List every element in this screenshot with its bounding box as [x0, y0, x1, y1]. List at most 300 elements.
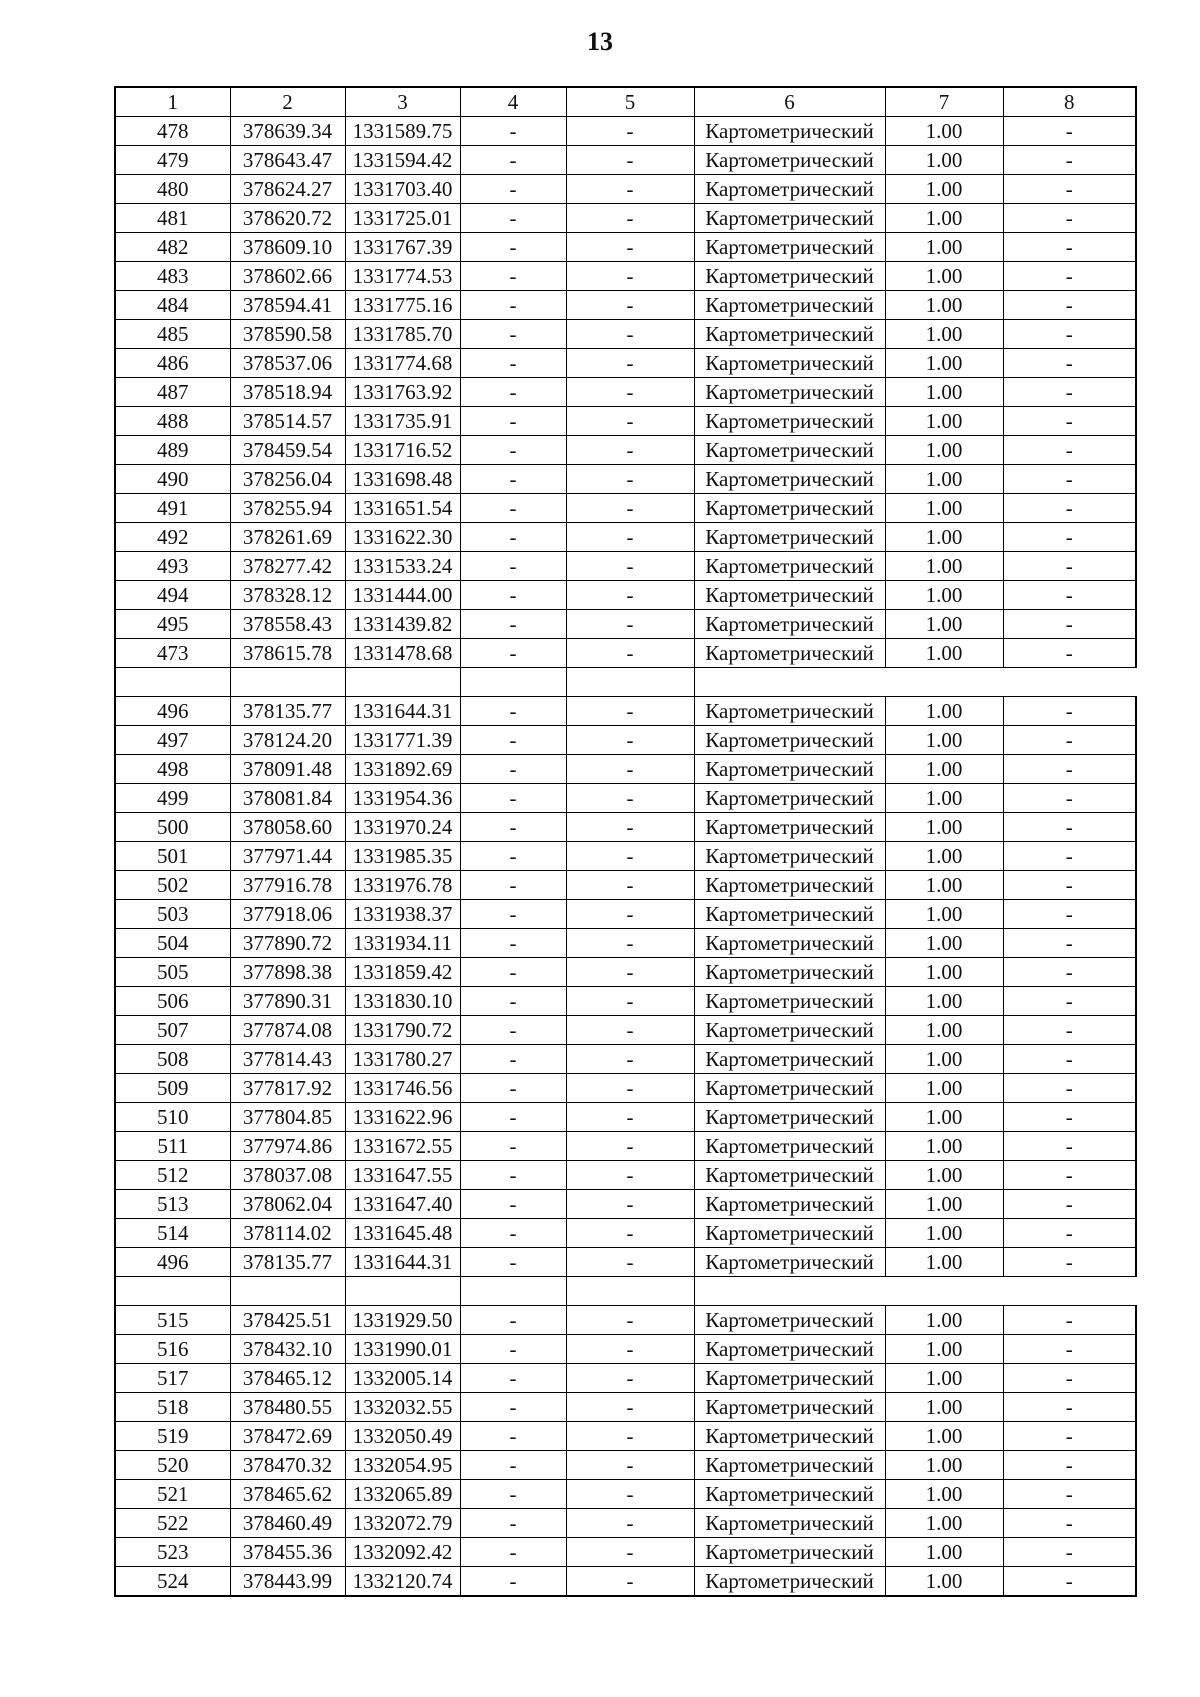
cell-accuracy: 1.00: [885, 1132, 1003, 1161]
cell-col-8: -: [1003, 1306, 1136, 1335]
cell-coord-x: 378058.60: [230, 813, 345, 842]
cell-method: Картометрический: [694, 291, 885, 320]
cell-accuracy: 1.00: [885, 320, 1003, 349]
cell-col-4: -: [460, 610, 566, 639]
cell-point-number: 488: [115, 407, 230, 436]
cell-accuracy: 1.00: [885, 726, 1003, 755]
cell-coord-y: 1331478.68: [345, 639, 460, 668]
empty-cell: [115, 668, 230, 697]
cell-coord-x: 378602.66: [230, 262, 345, 291]
cell-coord-x: 378255.94: [230, 494, 345, 523]
cell-accuracy: 1.00: [885, 958, 1003, 987]
cell-accuracy: 1.00: [885, 581, 1003, 610]
cell-col-5: -: [566, 1074, 694, 1103]
cell-coord-y: 1332120.74: [345, 1567, 460, 1597]
cell-accuracy: 1.00: [885, 146, 1003, 175]
cell-coord-x: 378328.12: [230, 581, 345, 610]
cell-accuracy: 1.00: [885, 1364, 1003, 1393]
cell-method: Картометрический: [694, 900, 885, 929]
cell-col-8: -: [1003, 726, 1136, 755]
cell-method: Картометрический: [694, 1190, 885, 1219]
cell-point-number: 500: [115, 813, 230, 842]
cell-point-number: 491: [115, 494, 230, 523]
cell-method: Картометрический: [694, 320, 885, 349]
cell-coord-y: 1332065.89: [345, 1480, 460, 1509]
cell-col-4: -: [460, 929, 566, 958]
cell-method: Картометрический: [694, 204, 885, 233]
cell-point-number: 507: [115, 1016, 230, 1045]
cell-coord-y: 1331775.16: [345, 291, 460, 320]
cell-coord-y: 1331716.52: [345, 436, 460, 465]
cell-point-number: 478: [115, 117, 230, 146]
cell-method: Картометрический: [694, 494, 885, 523]
cell-point-number: 483: [115, 262, 230, 291]
cell-accuracy: 1.00: [885, 1480, 1003, 1509]
cell-col-8: -: [1003, 639, 1136, 668]
table-row: [115, 813, 1136, 842]
cell-method: Картометрический: [694, 262, 885, 291]
cell-col-5: -: [566, 726, 694, 755]
cell-col-4: -: [460, 407, 566, 436]
cell-col-8: -: [1003, 291, 1136, 320]
cell-col-4: -: [460, 697, 566, 726]
cell-col-8: -: [1003, 1393, 1136, 1422]
cell-point-number: 508: [115, 1045, 230, 1074]
cell-coord-y: 1331790.72: [345, 1016, 460, 1045]
table-row: [115, 1364, 1136, 1393]
cell-point-number: 513: [115, 1190, 230, 1219]
cell-col-4: -: [460, 204, 566, 233]
cell-col-5: -: [566, 523, 694, 552]
cell-col-4: -: [460, 1132, 566, 1161]
cell-col-8: -: [1003, 1538, 1136, 1567]
cell-col-4: -: [460, 465, 566, 494]
cell-col-5: -: [566, 175, 694, 204]
table-row: [115, 1219, 1136, 1248]
cell-point-number: 493: [115, 552, 230, 581]
cell-col-4: -: [460, 1364, 566, 1393]
table-row: [115, 291, 1136, 320]
cell-method: Картометрический: [694, 871, 885, 900]
cell-accuracy: 1.00: [885, 1103, 1003, 1132]
cell-col-8: -: [1003, 813, 1136, 842]
cell-accuracy: 1.00: [885, 1393, 1003, 1422]
table-row: [115, 726, 1136, 755]
empty-merged-cell: [694, 668, 1136, 697]
table-row: [115, 1103, 1136, 1132]
cell-col-5: -: [566, 1567, 694, 1597]
cell-coord-y: 1331774.53: [345, 262, 460, 291]
cell-coord-x: 378062.04: [230, 1190, 345, 1219]
cell-coord-x: 377916.78: [230, 871, 345, 900]
cell-method: Картометрический: [694, 842, 885, 871]
header-col-1: 1: [115, 87, 230, 117]
empty-cell: [115, 1277, 230, 1306]
cell-accuracy: 1.00: [885, 407, 1003, 436]
cell-col-8: -: [1003, 1422, 1136, 1451]
cell-coord-y: 1331774.68: [345, 349, 460, 378]
cell-coord-y: 1331830.10: [345, 987, 460, 1016]
cell-col-5: -: [566, 233, 694, 262]
cell-col-5: -: [566, 291, 694, 320]
cell-col-5: -: [566, 697, 694, 726]
cell-method: Картометрический: [694, 233, 885, 262]
cell-col-8: -: [1003, 755, 1136, 784]
table-row: [115, 146, 1136, 175]
cell-method: Картометрический: [694, 1335, 885, 1364]
cell-col-4: -: [460, 755, 566, 784]
cell-accuracy: 1.00: [885, 1161, 1003, 1190]
coordinates-table: [114, 86, 1137, 1597]
cell-method: Картометрический: [694, 1393, 885, 1422]
cell-coord-y: 1331985.35: [345, 842, 460, 871]
cell-coord-x: 377817.92: [230, 1074, 345, 1103]
empty-cell: [345, 1277, 460, 1306]
header-col-4: 4: [460, 87, 566, 117]
cell-accuracy: 1.00: [885, 1451, 1003, 1480]
cell-col-5: -: [566, 407, 694, 436]
cell-method: Картометрический: [694, 407, 885, 436]
cell-col-5: -: [566, 1219, 694, 1248]
cell-point-number: 498: [115, 755, 230, 784]
cell-col-8: -: [1003, 1219, 1136, 1248]
cell-col-4: -: [460, 552, 566, 581]
cell-method: Картометрический: [694, 987, 885, 1016]
cell-method: Картометрический: [694, 1509, 885, 1538]
table-row: [115, 1538, 1136, 1567]
cell-point-number: 512: [115, 1161, 230, 1190]
cell-method: Картометрический: [694, 1248, 885, 1277]
cell-coord-y: 1331698.48: [345, 465, 460, 494]
cell-col-8: -: [1003, 523, 1136, 552]
empty-cell: [566, 668, 694, 697]
cell-accuracy: 1.00: [885, 233, 1003, 262]
table-row: [115, 900, 1136, 929]
cell-coord-y: 1331771.39: [345, 726, 460, 755]
page-number: 13: [587, 27, 613, 56]
cell-col-5: -: [566, 1161, 694, 1190]
cell-coord-y: 1331954.36: [345, 784, 460, 813]
cell-accuracy: 1.00: [885, 204, 1003, 233]
cell-col-4: -: [460, 1306, 566, 1335]
cell-coord-x: 378615.78: [230, 639, 345, 668]
cell-point-number: 481: [115, 204, 230, 233]
cell-col-4: -: [460, 1480, 566, 1509]
cell-accuracy: 1.00: [885, 1306, 1003, 1335]
cell-col-4: -: [460, 813, 566, 842]
cell-col-4: -: [460, 1248, 566, 1277]
cell-accuracy: 1.00: [885, 1538, 1003, 1567]
cell-col-4: -: [460, 1335, 566, 1364]
cell-col-8: -: [1003, 1190, 1136, 1219]
cell-col-8: -: [1003, 987, 1136, 1016]
cell-point-number: 487: [115, 378, 230, 407]
cell-coord-x: 378472.69: [230, 1422, 345, 1451]
cell-col-8: -: [1003, 958, 1136, 987]
table-row: [115, 1132, 1136, 1161]
table-row: [115, 987, 1136, 1016]
table-row: [115, 117, 1136, 146]
cell-point-number: 522: [115, 1509, 230, 1538]
cell-coord-x: 377874.08: [230, 1016, 345, 1045]
table-row: [115, 320, 1136, 349]
cell-col-5: -: [566, 1393, 694, 1422]
cell-col-4: -: [460, 784, 566, 813]
header-col-5: 5: [566, 87, 694, 117]
table-row: [115, 494, 1136, 523]
cell-coord-y: 1331976.78: [345, 871, 460, 900]
cell-point-number: 505: [115, 958, 230, 987]
empty-cell: [460, 668, 566, 697]
cell-coord-y: 1331644.31: [345, 1248, 460, 1277]
cell-col-5: -: [566, 1422, 694, 1451]
table-row: [115, 639, 1136, 668]
cell-coord-x: 378114.02: [230, 1219, 345, 1248]
cell-accuracy: 1.00: [885, 755, 1003, 784]
cell-point-number: 514: [115, 1219, 230, 1248]
cell-col-4: -: [460, 1016, 566, 1045]
cell-coord-x: 377971.44: [230, 842, 345, 871]
table-row: [115, 958, 1136, 987]
table-row: [115, 465, 1136, 494]
cell-col-8: -: [1003, 900, 1136, 929]
cell-method: Картометрический: [694, 581, 885, 610]
cell-coord-y: 1332050.49: [345, 1422, 460, 1451]
cell-method: Картометрический: [694, 552, 885, 581]
cell-col-5: -: [566, 842, 694, 871]
cell-col-4: -: [460, 726, 566, 755]
cell-col-8: -: [1003, 1509, 1136, 1538]
cell-col-8: -: [1003, 1480, 1136, 1509]
table-row: [115, 552, 1136, 581]
cell-coord-x: 377918.06: [230, 900, 345, 929]
header-row: [115, 87, 1136, 117]
cell-col-8: -: [1003, 1364, 1136, 1393]
cell-accuracy: 1.00: [885, 871, 1003, 900]
cell-col-8: -: [1003, 1161, 1136, 1190]
cell-method: Картометрический: [694, 1016, 885, 1045]
cell-point-number: 473: [115, 639, 230, 668]
cell-coord-x: 378514.57: [230, 407, 345, 436]
cell-col-4: -: [460, 987, 566, 1016]
cell-method: Картометрический: [694, 1103, 885, 1132]
cell-col-4: -: [460, 175, 566, 204]
cell-coord-y: 1332092.42: [345, 1538, 460, 1567]
cell-col-5: -: [566, 813, 694, 842]
cell-col-4: -: [460, 1219, 566, 1248]
cell-coord-y: 1331672.55: [345, 1132, 460, 1161]
cell-coord-x: 378135.77: [230, 697, 345, 726]
cell-col-8: -: [1003, 262, 1136, 291]
cell-coord-y: 1331644.31: [345, 697, 460, 726]
cell-coord-x: 378624.27: [230, 175, 345, 204]
cell-col-8: -: [1003, 929, 1136, 958]
cell-coord-x: 378470.32: [230, 1451, 345, 1480]
cell-col-8: -: [1003, 1016, 1136, 1045]
cell-col-5: -: [566, 1335, 694, 1364]
cell-coord-x: 378643.47: [230, 146, 345, 175]
cell-coord-x: 378443.99: [230, 1567, 345, 1597]
cell-col-8: -: [1003, 1132, 1136, 1161]
cell-col-8: -: [1003, 784, 1136, 813]
cell-coord-y: 1331780.27: [345, 1045, 460, 1074]
cell-point-number: 516: [115, 1335, 230, 1364]
cell-accuracy: 1.00: [885, 262, 1003, 291]
cell-col-5: -: [566, 204, 694, 233]
cell-coord-x: 378480.55: [230, 1393, 345, 1422]
cell-method: Картометрический: [694, 523, 885, 552]
cell-col-5: -: [566, 900, 694, 929]
cell-method: Картометрический: [694, 465, 885, 494]
cell-method: Картометрический: [694, 784, 885, 813]
cell-col-4: -: [460, 639, 566, 668]
cell-coord-y: 1331938.37: [345, 900, 460, 929]
cell-method: Картометрический: [694, 117, 885, 146]
cell-method: Картометрический: [694, 813, 885, 842]
cell-coord-x: 378081.84: [230, 784, 345, 813]
cell-point-number: 524: [115, 1567, 230, 1597]
header-col-8: 8: [1003, 87, 1136, 117]
cell-accuracy: 1.00: [885, 1248, 1003, 1277]
cell-col-5: -: [566, 349, 694, 378]
cell-method: Картометрический: [694, 1045, 885, 1074]
cell-point-number: 506: [115, 987, 230, 1016]
cell-point-number: 509: [115, 1074, 230, 1103]
cell-accuracy: 1.00: [885, 349, 1003, 378]
table-row: [115, 929, 1136, 958]
table-row: [115, 1306, 1136, 1335]
cell-coord-x: 378432.10: [230, 1335, 345, 1364]
table-row: [115, 1393, 1136, 1422]
cell-coord-x: 378465.12: [230, 1364, 345, 1393]
cell-col-4: -: [460, 262, 566, 291]
table-row: [115, 378, 1136, 407]
cell-point-number: 490: [115, 465, 230, 494]
cell-point-number: 482: [115, 233, 230, 262]
cell-method: Картометрический: [694, 726, 885, 755]
cell-col-5: -: [566, 929, 694, 958]
cell-coord-x: 377974.86: [230, 1132, 345, 1161]
cell-method: Картометрический: [694, 1567, 885, 1597]
cell-col-4: -: [460, 1190, 566, 1219]
cell-col-5: -: [566, 755, 694, 784]
cell-col-4: -: [460, 958, 566, 987]
cell-accuracy: 1.00: [885, 639, 1003, 668]
cell-accuracy: 1.00: [885, 378, 1003, 407]
cell-coord-x: 377890.31: [230, 987, 345, 1016]
cell-col-4: -: [460, 233, 566, 262]
table-body: [115, 117, 1136, 1597]
cell-col-5: -: [566, 552, 694, 581]
cell-method: Картометрический: [694, 639, 885, 668]
separator-row: [115, 668, 1136, 697]
table-row: [115, 349, 1136, 378]
empty-cell: [345, 668, 460, 697]
cell-col-8: -: [1003, 1335, 1136, 1364]
cell-point-number: 486: [115, 349, 230, 378]
cell-col-5: -: [566, 146, 694, 175]
cell-method: Картометрический: [694, 1219, 885, 1248]
cell-coord-x: 378558.43: [230, 610, 345, 639]
cell-col-4: -: [460, 1451, 566, 1480]
cell-col-4: -: [460, 1509, 566, 1538]
cell-col-8: -: [1003, 146, 1136, 175]
cell-coord-y: 1331444.00: [345, 581, 460, 610]
cell-point-number: 517: [115, 1364, 230, 1393]
empty-cell: [230, 668, 345, 697]
cell-accuracy: 1.00: [885, 1509, 1003, 1538]
cell-col-4: -: [460, 871, 566, 900]
header-col-3: 3: [345, 87, 460, 117]
cell-col-4: -: [460, 436, 566, 465]
cell-point-number: 521: [115, 1480, 230, 1509]
cell-point-number: 496: [115, 697, 230, 726]
cell-coord-y: 1331859.42: [345, 958, 460, 987]
cell-point-number: 492: [115, 523, 230, 552]
cell-coord-y: 1331647.40: [345, 1190, 460, 1219]
table-row: [115, 436, 1136, 465]
cell-col-5: -: [566, 1509, 694, 1538]
cell-col-8: -: [1003, 175, 1136, 204]
cell-accuracy: 1.00: [885, 929, 1003, 958]
cell-col-5: -: [566, 494, 694, 523]
cell-coord-y: 1331735.91: [345, 407, 460, 436]
cell-col-8: -: [1003, 117, 1136, 146]
cell-coord-y: 1331763.92: [345, 378, 460, 407]
cell-coord-y: 1331929.50: [345, 1306, 460, 1335]
cell-col-4: -: [460, 842, 566, 871]
cell-coord-x: 378425.51: [230, 1306, 345, 1335]
table-row: [115, 1567, 1136, 1597]
table-header: [115, 87, 1136, 117]
cell-col-8: -: [1003, 436, 1136, 465]
cell-point-number: 479: [115, 146, 230, 175]
cell-coord-y: 1331990.01: [345, 1335, 460, 1364]
cell-col-8: -: [1003, 233, 1136, 262]
cell-accuracy: 1.00: [885, 175, 1003, 204]
cell-coord-x: 378135.77: [230, 1248, 345, 1277]
cell-col-4: -: [460, 146, 566, 175]
cell-col-8: -: [1003, 552, 1136, 581]
cell-point-number: 502: [115, 871, 230, 900]
cell-accuracy: 1.00: [885, 1190, 1003, 1219]
cell-point-number: 503: [115, 900, 230, 929]
cell-coord-y: 1331533.24: [345, 552, 460, 581]
cell-col-5: -: [566, 436, 694, 465]
cell-method: Картометрический: [694, 1538, 885, 1567]
empty-merged-cell: [694, 1277, 1136, 1306]
cell-coord-x: 377890.72: [230, 929, 345, 958]
cell-col-5: -: [566, 987, 694, 1016]
cell-method: Картометрический: [694, 755, 885, 784]
cell-col-4: -: [460, 900, 566, 929]
cell-coord-x: 377898.38: [230, 958, 345, 987]
cell-col-5: -: [566, 117, 694, 146]
cell-col-5: -: [566, 1016, 694, 1045]
cell-coord-y: 1331703.40: [345, 175, 460, 204]
cell-coord-x: 378465.62: [230, 1480, 345, 1509]
cell-method: Картометрический: [694, 1480, 885, 1509]
cell-coord-x: 378256.04: [230, 465, 345, 494]
cell-col-4: -: [460, 378, 566, 407]
cell-coord-x: 378594.41: [230, 291, 345, 320]
cell-col-8: -: [1003, 378, 1136, 407]
cell-col-5: -: [566, 639, 694, 668]
cell-point-number: 484: [115, 291, 230, 320]
cell-col-5: -: [566, 1190, 694, 1219]
table-row: [115, 407, 1136, 436]
cell-col-8: -: [1003, 697, 1136, 726]
